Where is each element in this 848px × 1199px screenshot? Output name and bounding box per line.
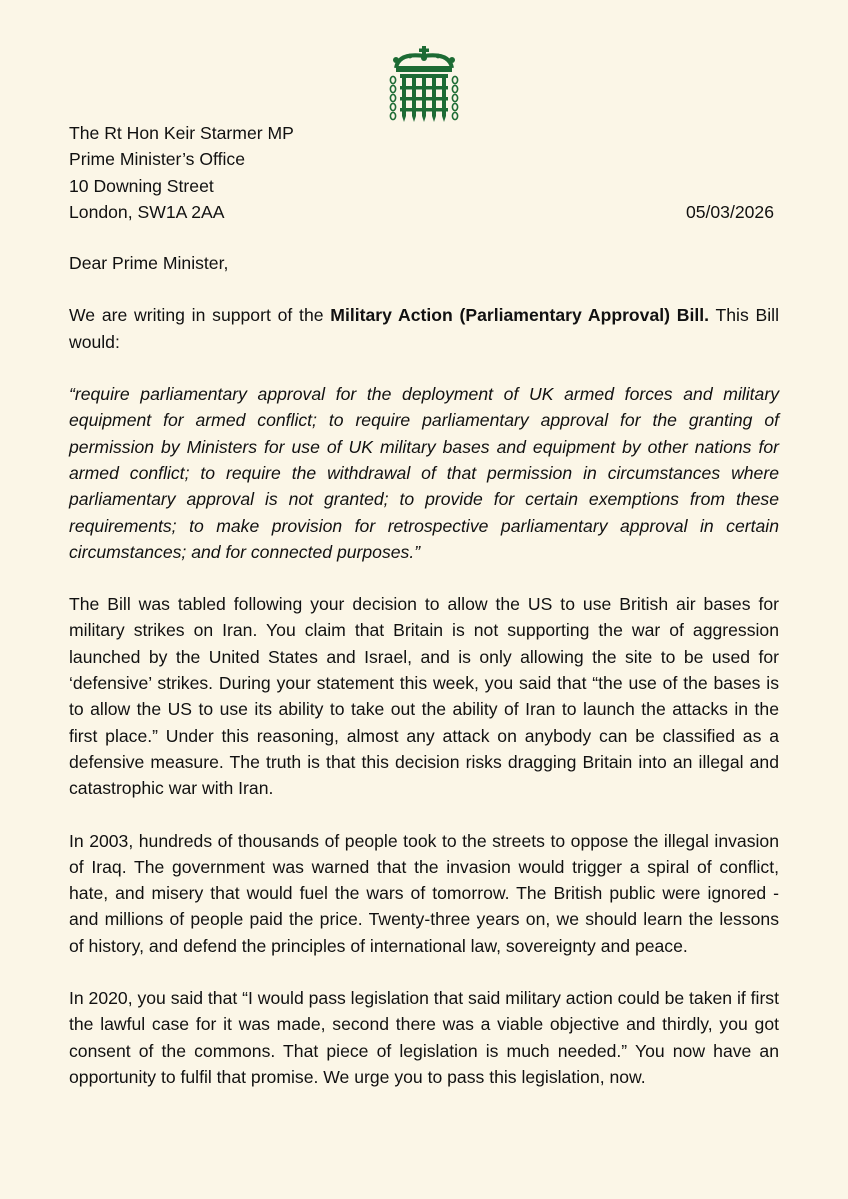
letter-body — [69, 120, 779, 1090]
bill-name: Military Action (Parliamentary Approval) Bill. — [330, 305, 710, 326]
letter-date: 05/03/2026 — [685, 201, 774, 222]
address-block — [69, 120, 779, 225]
intro-paragraph — [69, 302, 779, 355]
paragraph-iraq-2003: In 2003, hundreds of thousands of people took to the streets to oppose the illegal invasion of Iraq. The government was warned that the invasion would trigger a spiral of conflict, hate, and misery that would fuel the wars of tomorrow. The British public were ignored - and millions of people paid the price. Twenty-three years on, we should learn the lessons of history, and defend the principles of international law, sovereignty and peace. — [69, 830, 779, 956]
intro-text-before: We are writing in support of the — [69, 305, 331, 326]
portcullis-crest-icon — [388, 44, 460, 126]
bill-quote: “require parliamentary approval for the deployment of UK armed forces and military equipment for armed conflict; to require parliamentary approval for the granting of permission by Ministers for use of UK military bases and equipment by other nations for armed conflict; to require the withdrawal of that permission in circumstances where parliamentary approval is not granted; to provide for certain exemptions from these requirements; to make provision for retrospective parliamentary approval in certain circumstances; and for connected purposes.” — [69, 384, 779, 562]
recipient-name: The Rt Hon Keir Starmer MP — [69, 123, 294, 143]
salutation: Dear Prime Minister, — [69, 253, 229, 274]
paragraph-2020-promise: In 2020, you said that “I would pass legislation that said military action could be taken if first the lawful case for it was made, second there was a viable objective and thirdly, you got consent of the commons. That piece of legislation is much needed.” You now have an opportunity to fulfil that promise. We urge you to pass this legislation, now. — [69, 988, 779, 1087]
recipient-address — [69, 120, 294, 225]
recipient-city: London, SW1A 2AA — [69, 201, 225, 222]
paragraph-bill-tabled: The Bill was tabled following your decision to allow the US to use British air bases for military strikes on Iran. You claim that Britain is not supporting the war of aggression launched by the United States and Israel, and is only allowing the site to be used for ‘defensive’ strikes. During your statement this week, you said that “the use of the bases is to allow the US to use its ability to take out the ability of Iran to launch the attacks in the first place.” Under this reasoning, almost any attack on anybody can be classified as a defensive measure. The truth is that this decision risks dragging Britain into an illegal and catastrophic war with Iran. — [69, 594, 779, 799]
recipient-street: 10 Downing Street — [69, 175, 214, 196]
intro-text-after: This Bill would: — [69, 305, 779, 352]
recipient-office: Prime Minister’s Office — [69, 149, 245, 170]
